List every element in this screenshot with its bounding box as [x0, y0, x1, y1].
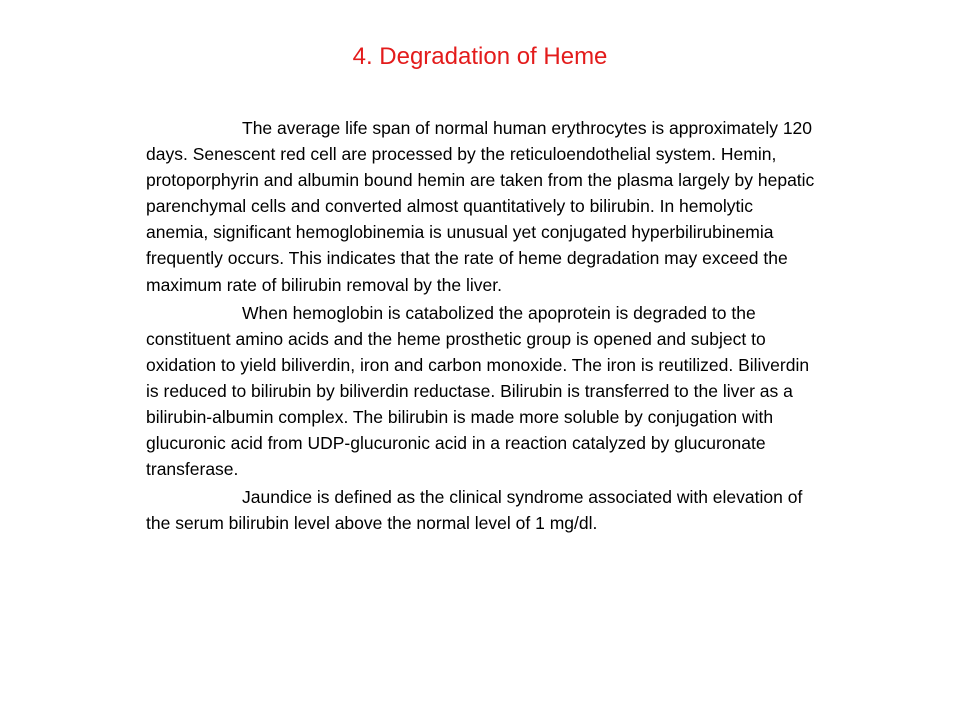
paragraph-catabolism: When hemoglobin is catabolized the apoprotein is degraded to the constituent amino acids and the heme prosthetic group is opened and subject to oxidation to yield biliverdin, iron and carbon monoxide. The iron is reutilized. Biliverdin is reduced to bilirubin by biliverdin reductase. Bilirubin is transferred to the liver as a bilirubin-albumin complex. The bilirubin is made more soluble by conjugation with glucuronic acid from UDP-glucuronic acid in a reaction catalyzed by glucuronate transferase.	[146, 302, 810, 480]
body-text	[146, 115, 818, 539]
paragraph-jaundice: Jaundice is defined as the clinical syndrome associated with elevation of the serum bilirubin level above the normal level of 1 mg/dl.	[146, 487, 803, 534]
slide-title: 4. Degradation of Heme	[352, 43, 608, 70]
paragraph-life-span: The average life span of normal human erythrocytes is approximately 120 days. Senescent red cell are processed by the reticuloendothelial system. Hemin, protoporphyrin and albumin bound hemin are taken from the plasma largely by hepatic parenchymal cells and converted almost quantitatively to bilirubin. In hemolytic anemia, significant hemoglobinemia is unusual yet conjugated hyperbilirubinemia frequently occurs. This indicates that the rate of heme degradation may exceed the maximum rate of bilirubin removal by the liver.	[146, 118, 815, 295]
